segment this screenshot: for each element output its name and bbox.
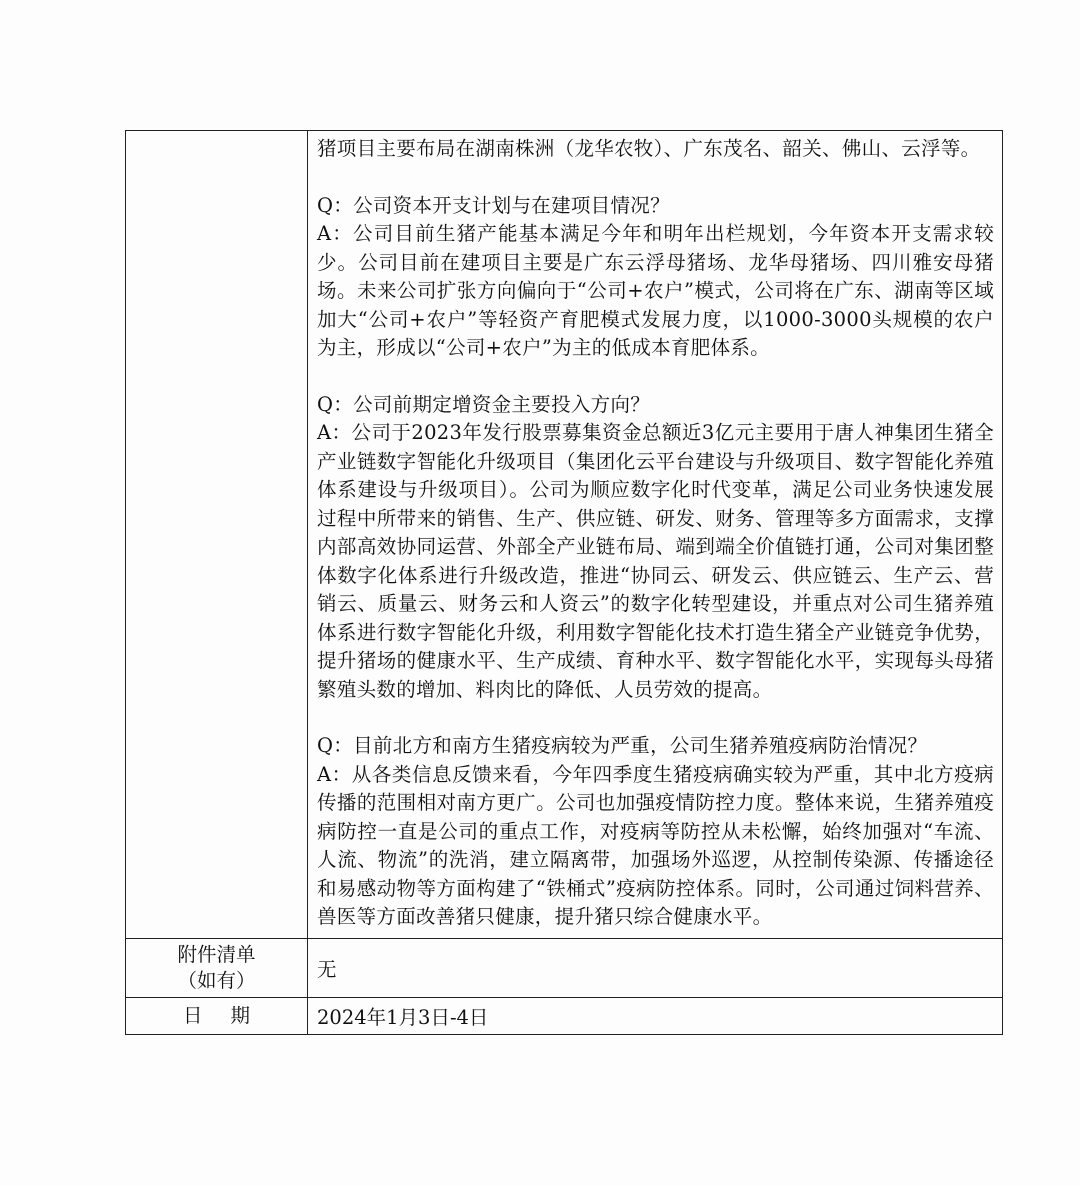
attachments-label-note: （如有）: [177, 968, 256, 992]
attachments-row: [126, 938, 1003, 997]
attachments-label: 附件清单: [177, 942, 256, 966]
date-label: 日期: [182, 1003, 278, 1027]
answer-disease: A：从各类信息反馈来看，今年四季度生猪疫病确实较为严重，其中北方疫病传播的范围相对南方更广。公司也加强疫情防控力度。整体来说，生猪养殖疫病防控一直是公司的重点工作，对疫病等防控从未松懈，始终加强对“车流、人流、物流”的洗消，建立隔离带，加强场外巡逻，从控制传染源、传播途径和易感动物等方面构建了“铁桶式”疫病防控体系。同时，公司通过饲料营养、兽医等方面改善猪只健康，提升猪只综合健康水平。: [317, 762, 994, 928]
paragraph-gap: [317, 164, 994, 192]
paragraph-intro: 猪项目主要布局在湖南株洲（龙华农牧）、广东茂名、韶关、佛山、云浮等。: [317, 137, 981, 160]
content-label-cell: [126, 131, 308, 939]
answer-funds: A：公司于2023年发行股票募集资金总额近3亿元主要用于唐人神集团生猪全产业链数字智能化升级项目（集团化云平台建设与升级项目、数字智能化养殖体系建设与升级项目）。公司为顺应数字化时代变革，满足公司业务快速发展过程中所带来的销售、生产、供应链、研发、财务、管理等多方面需求，支撑内部高效协同运营、外部全产业链布局、端到端全价值链打通，公司对集团整体数字化体系进行升级改造，推进“协同云、研发云、供应链云、生产云、营销云、质量云、财务云和人资云”的数字化转型建设，并重点对公司生猪养殖体系进行数字智能化升级，利用数字智能化技术打造生猪全产业链竞争优势，提升猪场的健康水平、生产成绩、育种水平、数字智能化水平，实现每头母猪繁殖头数的增加、料肉比的降低、人员劳效的提高。: [317, 421, 994, 701]
date-row: [126, 997, 1003, 1034]
investor-relations-table: [125, 130, 1003, 1035]
question-funds: Q：公司前期定增资金主要投入方向？: [317, 392, 651, 416]
paragraph-gap: [317, 704, 994, 732]
date-label-cell: [126, 997, 308, 1034]
attachments-label-cell: [126, 938, 308, 997]
question-capex: Q：公司资本开支计划与在建项目情况？: [317, 193, 670, 217]
date-value: 2024年1月3日-4日: [308, 997, 1003, 1034]
answer-capex: A：公司目前生猪产能基本满足今年和明年出栏规划，今年资本开支需求较少。公司目前在建项目主要是广东云浮母猪场、龙华母猪场、四川雅安母猪场。未来公司扩张方向偏向于“公司+农户”模式，公司将在广东、湖南等区域加大“公司+农户”等轻资产育肥模式发展力度，以1000-3000头规模的农户为主，形成以“公司+农户”为主的低成本育肥体系。: [317, 222, 994, 359]
question-disease: Q：目前北方和南方生猪疫病较为严重，公司生猪养殖疫病防治情况？: [317, 734, 928, 757]
attachments-value: 无: [308, 938, 1003, 997]
paragraph-gap: [317, 363, 994, 391]
content-row: [126, 131, 1003, 939]
content-cell: [308, 131, 1003, 939]
